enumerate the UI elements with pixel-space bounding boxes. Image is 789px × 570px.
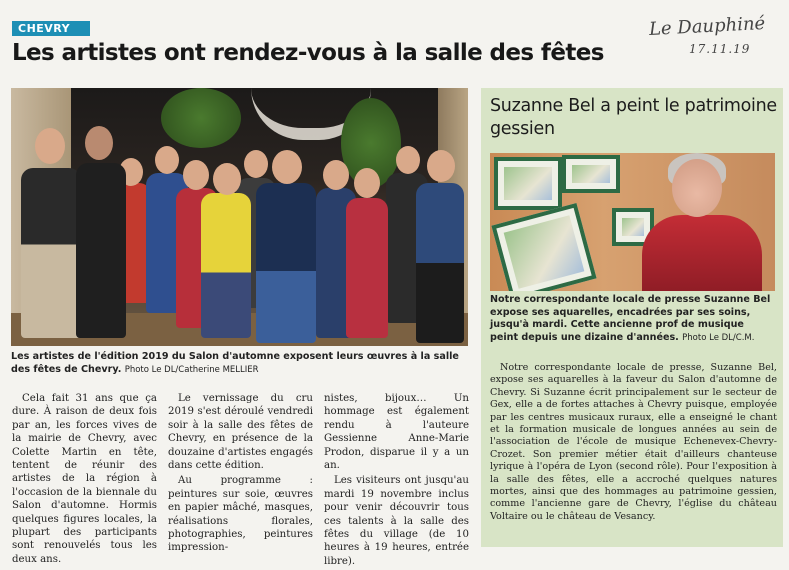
article-column-2 bbox=[168, 392, 313, 557]
article-paragraph: Le vernissage du cru 2019 s'est déroulé vendredi soir à la salle des fêtes de Chevry, en présence de la douzaine d'artistes engagés dans cette édition. bbox=[168, 393, 313, 472]
painter-photo bbox=[490, 153, 775, 291]
right-photo-caption bbox=[490, 294, 775, 344]
article-paragraph: Cela fait 31 ans que ça dure. À raison de deux fois par an, les forces vives de la mairie de Chevry, avec Colette Martin en tête, tentent de réunir des artistes de la région à l'occasion de la biennale du Salon d'automne. Hormis quelques figures locales, la plupart des participants sont renouvelés tous les deux ans. bbox=[12, 393, 157, 565]
article-column-3 bbox=[324, 392, 469, 570]
group-photo bbox=[11, 88, 468, 346]
headline: Les artistes ont rendez-vous à la salle des fêtes bbox=[12, 40, 604, 66]
sidebar-body: Notre correspondante locale de presse, Suzanne Bel, expose ses aquarelles à la faveur du Salon d'automne de Chevry. Si Suzanne écrit principalement sur le secteur de Gex, elle a de fortes attaches à Chevry puisque, employée par les centres musicaux ruraux, elle a enseigné le chant et la formation musicale de longues années au sein de l'association de l'école de musique Echenevex-Chevry-Crozet. Son premier métier était d'ailleurs chanteuse lyrique à l'opéra de Lyon (second rôle). Pour l'exposition à la salle des fêtes, elle a accroché quelques natures mortes, ainsi que des hommages au patrimoine gessien, comme l'ancienne gare de Chevry, l'église du château Voltaire ou le château de Vesancy. bbox=[490, 362, 777, 522]
right-caption-credit: Photo Le DL/C.M. bbox=[682, 332, 755, 343]
right-caption-text: Notre correspondante locale de presse Suzanne Bel expose ses aquarelles, encadrées par ses soins, jusqu'à mardi. Cette ancienne prof de musique peint depuis une dizaine d'années. bbox=[490, 294, 771, 343]
left-caption-text: Les artistes de l'édition 2019 du Salon d'automne exposent leurs œuvres à la salle des fêtes de Chevry. bbox=[11, 351, 459, 375]
article-column-1 bbox=[12, 392, 157, 568]
section-tag: CHEVRY bbox=[12, 21, 90, 36]
signature-line-1: Le Dauphiné bbox=[648, 12, 766, 41]
left-caption-credit: Photo Le DL/Catherine MELLIER bbox=[124, 365, 259, 375]
left-photo-caption bbox=[11, 350, 471, 377]
signature-line-2: 17.11.19 bbox=[689, 42, 751, 56]
article-paragraph: Au programme : peintures sur soie, œuvres en papier mâché, masques, réalisations florales, photographies, peintures impression- bbox=[168, 475, 313, 554]
sidebar-title: Suzanne Bel a peint le patrimoine gessien bbox=[490, 96, 777, 139]
article-paragraph: Les visiteurs ont jusqu'au mardi 19 novembre inclus pour venir découvrir tous ces talents à la salle des fêtes du village (de 10 heures à 19 heures, entrée libre). bbox=[324, 475, 469, 567]
handwritten-signature bbox=[645, 14, 775, 62]
article-paragraph: nistes, bijoux… Un hommage est également rendu à l'auteure Gessienne Anne-Marie Prodon, disparue il y a un an. bbox=[324, 393, 469, 472]
